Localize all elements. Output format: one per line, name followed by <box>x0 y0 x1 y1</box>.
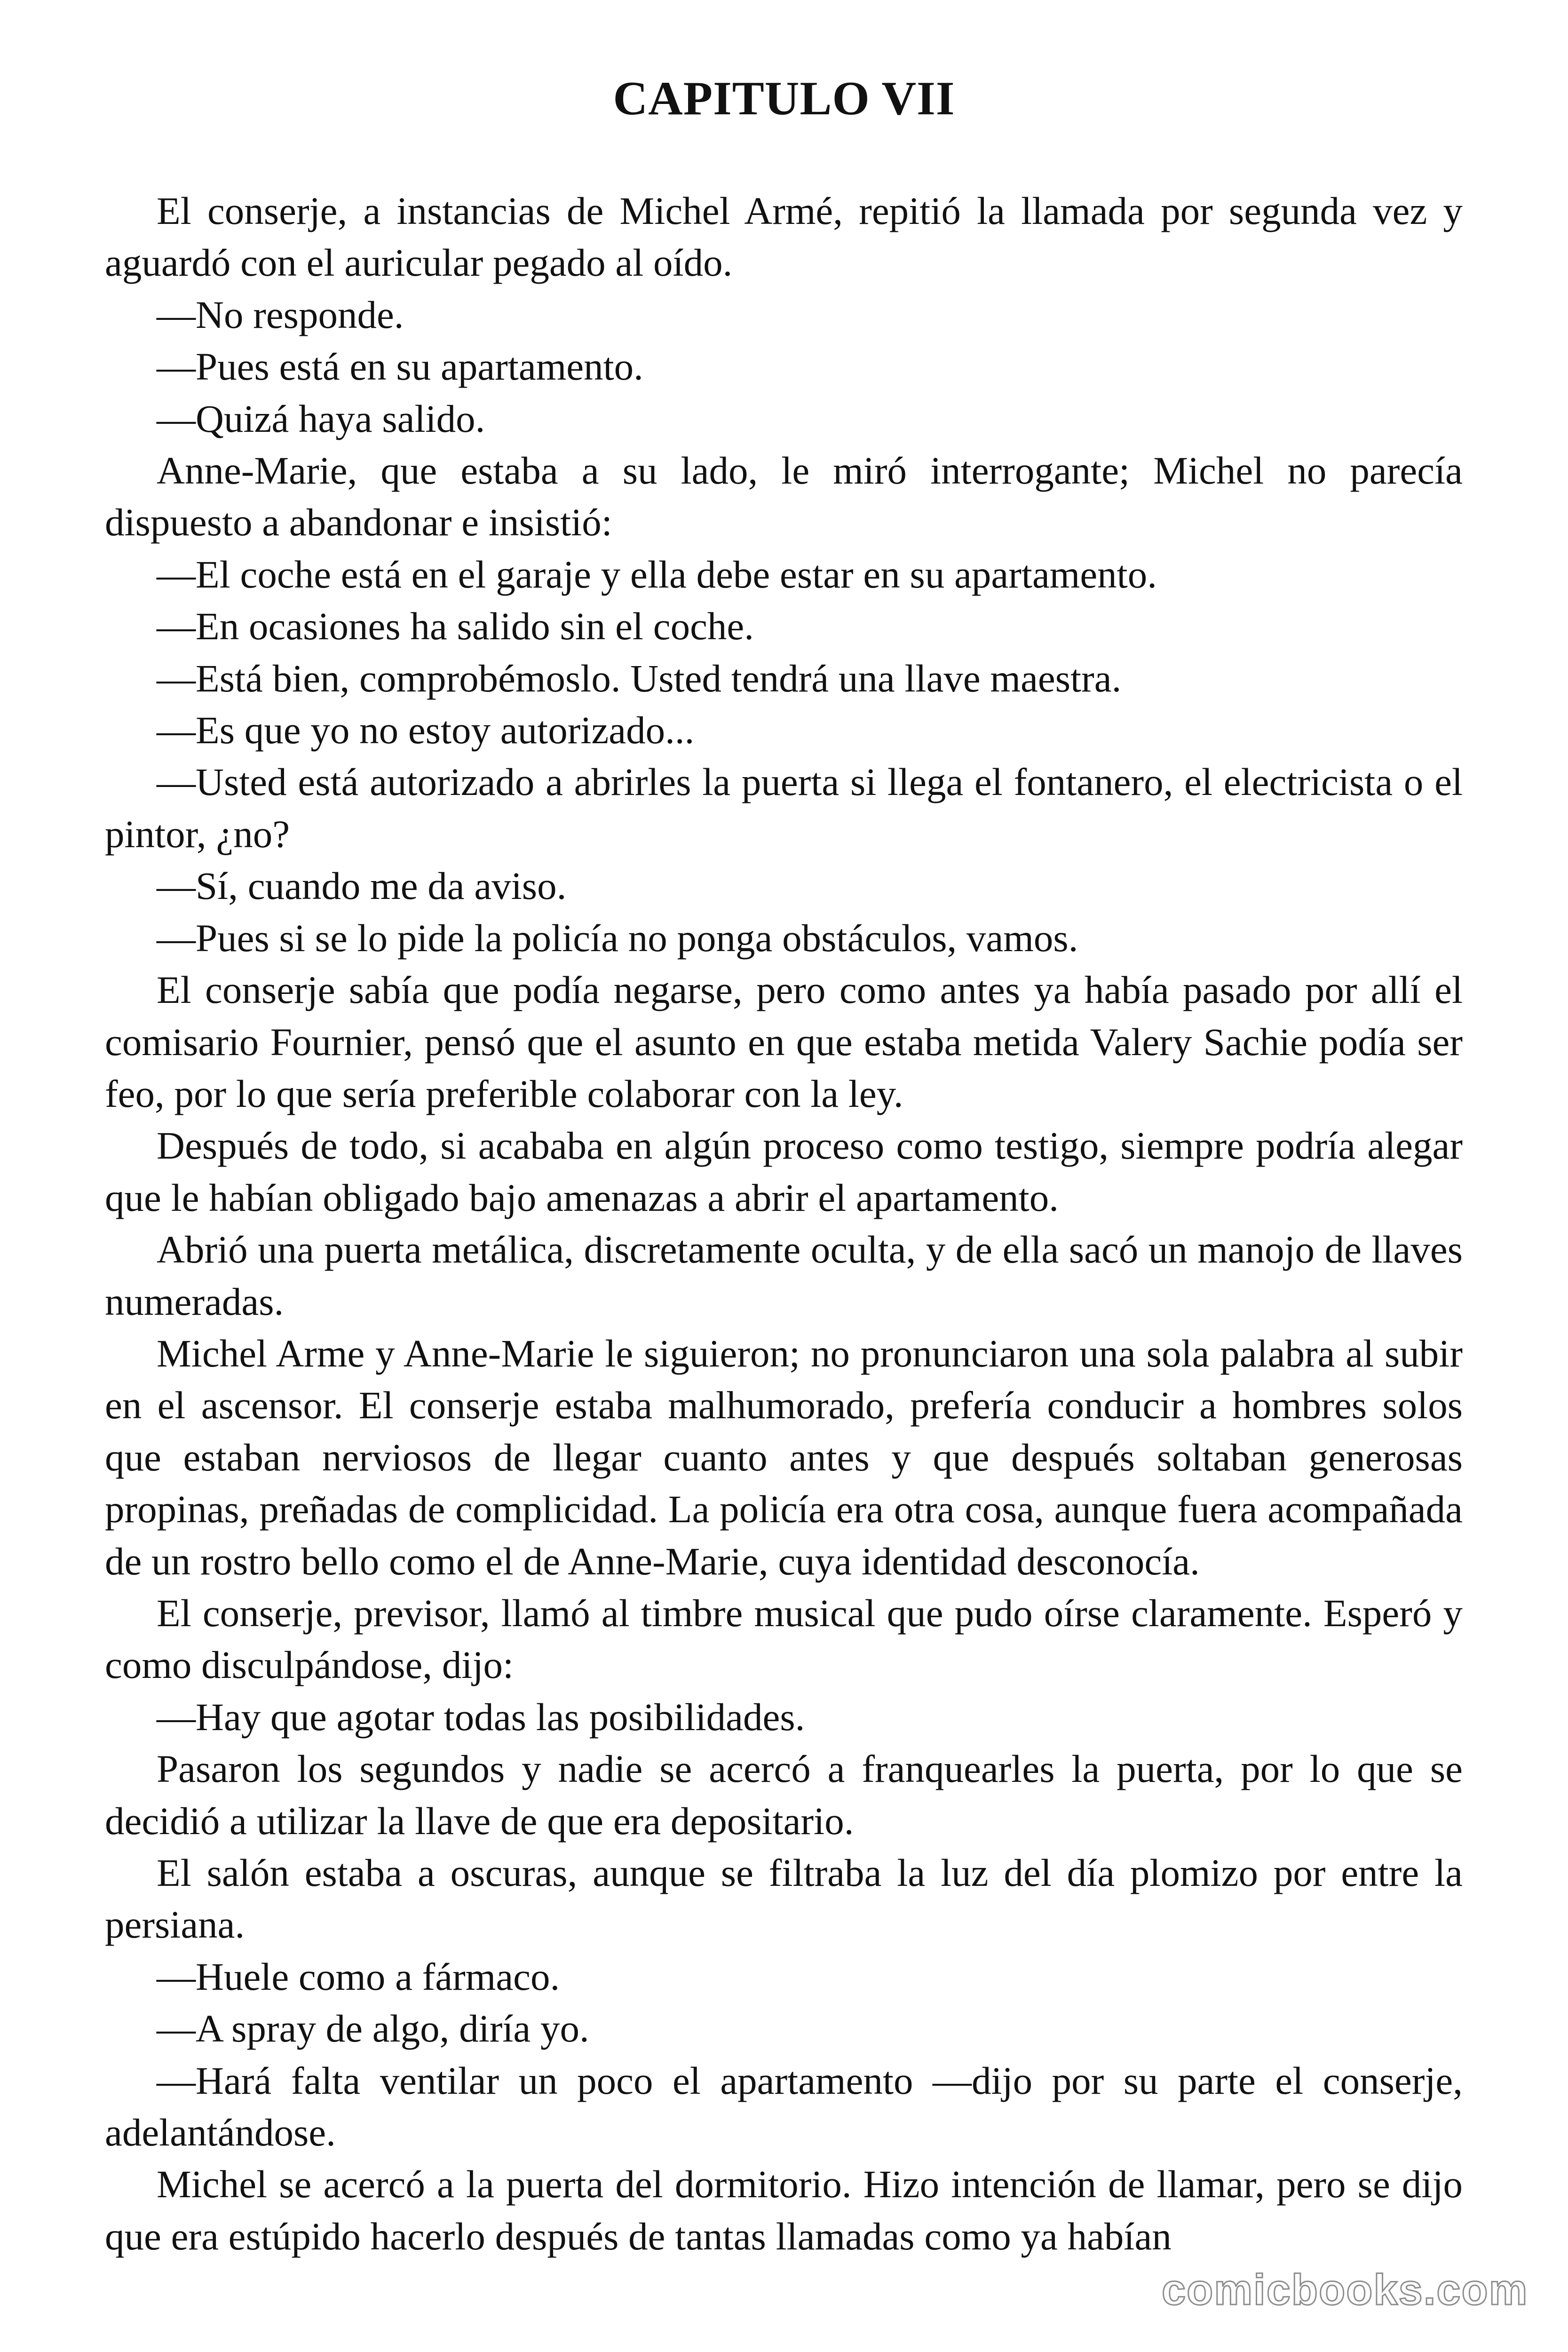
paragraph: —Usted está autorizado a abrirles la puerta si llega el fontanero, el electricista o el pintor, ¿no? <box>105 760 1463 856</box>
chapter-title: CAPITULO VII <box>613 72 955 125</box>
paragraph: El salón estaba a oscuras, aunque se filtraba la luz del día plomizo por entre la persiana. <box>105 1851 1463 1947</box>
paragraph: —No responde. <box>157 293 404 336</box>
paragraph: Michel se acercó a la puerta del dormitorio. Hizo intención de llamar, pero se dijo que era estúpido hacerlo después de tantas llamadas como ya habían <box>105 2162 1463 2258</box>
watermark: comicbooks.com <box>1162 2266 1528 2314</box>
paragraph: El conserje, a instancias de Michel Armé, repitió la llamada por segunda vez y aguardó con el auricular pegado al oído. <box>105 189 1463 285</box>
paragraph: Pasaron los segundos y nadie se acercó a franquearles la puerta, por lo que se decidió a utilizar la llave de que era depositario. <box>105 1747 1463 1843</box>
chapter-body <box>105 185 1463 2262</box>
paragraph: Anne-Marie, que estaba a su lado, le miró interrogante; Michel no parecía dispuesto a abandonar e insistió: <box>105 449 1463 544</box>
paragraph: —Pues está en su apartamento. <box>157 345 643 389</box>
paragraph: El conserje, previsor, llamó al timbre musical que pudo oírse claramente. Esperó y como disculpándose, dijo: <box>105 1591 1463 1687</box>
paragraph: —El coche está en el garaje y ella debe estar en su apartamento. <box>157 552 1157 596</box>
paragraph: —Es que yo no estoy autorizado... <box>157 708 695 752</box>
paragraph: —Pues si se lo pide la policía no ponga obstáculos, vamos. <box>157 916 1078 960</box>
paragraph: —Hay que agotar todas las posibilidades. <box>157 1695 805 1739</box>
paragraph: Abrió una puerta metálica, discretamente oculta, y de ella sacó un manojo de llaves numeradas. <box>105 1228 1463 1323</box>
paragraph: —Sí, cuando me da aviso. <box>157 864 567 908</box>
paragraph: —Huele como a fármaco. <box>157 1955 560 1998</box>
paragraph: —Hará falta ventilar un poco el apartamento —dijo por su parte el conserje, adelantándose. <box>105 2058 1463 2154</box>
paragraph: —Está bien, comprobémoslo. Usted tendrá una llave maestra. <box>157 656 1122 700</box>
paragraph: —A spray de algo, diría yo. <box>157 2007 589 2050</box>
paragraph: —Quizá haya salido. <box>157 397 485 440</box>
paragraph: Michel Arme y Anne-Marie le siguieron; no pronunciaron una sola palabra al subir en el ascensor. El conserje estaba malhumorado, prefería conducir a hombres solos que estaban nerviosos de llegar cuanto antes y que después soltaban generosas propinas, preñadas de complicidad. La policía era otra cosa, aunque fuera acompañada de un rostro bello como el de Anne-Marie, cuya identidad desconocía. <box>105 1331 1463 1583</box>
paragraph: Después de todo, si acababa en algún proceso como testigo, siempre podría alegar que le habían obligado bajo amenazas a abrir el apartamento. <box>105 1124 1463 1219</box>
paragraph: El conserje sabía que podía negarse, pero como antes ya había pasado por allí el comisario Fournier, pensó que el asunto en que estaba metida Valery Sachie podía ser feo, por lo que sería preferible colaborar con la ley. <box>105 968 1463 1115</box>
paragraph: —En ocasiones ha salido sin el coche. <box>157 604 754 648</box>
